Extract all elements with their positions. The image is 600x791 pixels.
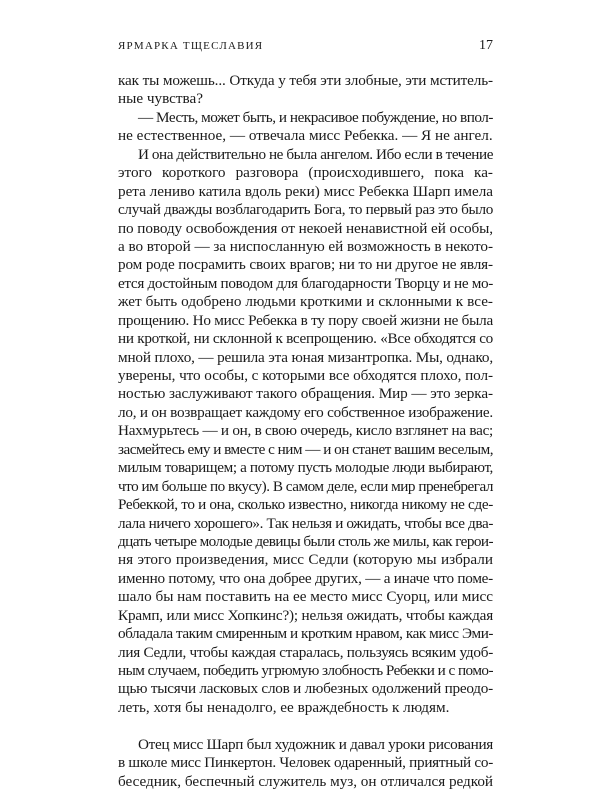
text-line: ные чувства? [118,90,204,108]
text-line: прощению. Но мисс Ребекка в ту пору своей жизни не была [118,311,493,329]
text-line: Отец мисс Шарп был художник и давал уроки рисования [138,735,493,753]
text-line: шало бы нам поставить на ее место мисс Суорц, или мисс [118,588,493,606]
text-line: леть, хотя бы ненадолго, ее враждебность к людям. [118,698,450,716]
text-line: рета лениво катила вдоль реки) мисс Ребекка Шарп имела [118,182,493,200]
text-line: милым товарищем; а потому пусть молодые люди выбирают, [118,459,493,477]
text-line: И она действительно не была ангелом. Ибо если в течение [138,145,493,163]
text-line: а во второй — за ниспосланную ей возможность в некото- [118,237,493,255]
running-title: ЯРМАРКА ТЩЕСЛАВИЯ [118,40,264,52]
text-line: ным случаем, победить угрюмую злобность Ребекки и с помо- [118,662,493,679]
text-line: жет быть одобрено людьми кроткими и склонными к все- [118,293,493,311]
text-line: дцать четыре молодые девицы были столь же милы, как герои- [118,532,493,550]
text-line: — Месть, может быть, и некрасивое побуждение, но впол- [138,108,494,126]
text-line: именно потому, что она добрее других, — а иначе что поме- [118,569,493,587]
body-text [118,72,493,791]
text-line: ня этого произведения, мисс Седли (которую мы избрали [118,551,493,569]
text-line: по поводу освобождения от некоей ненавистной ей особы, [118,219,493,237]
text-line: ром роде посрамить своих врагов; ни то ни другое не явля- [118,256,493,274]
page-number: 17 [479,38,493,53]
text-line: лала ничего хорошего». Так нельзя и ожидать, чтобы все два- [118,514,493,532]
running-header [118,40,493,60]
text-line: не естественное, — отвечала мисс Ребекка. — Я не ангел. [118,127,493,145]
text-line: беседник, беспечный служитель муз, он отличался редкой [118,772,493,790]
text-line: ло, и он возвращает каждому его собственное изображение. [118,403,493,421]
text-line: этого короткого разговора (происходившего, пока ка- [118,164,493,182]
text-line: случай дважды возблагодарить Бога, то первый раз это было [118,201,493,219]
text-line: в школе мисс Пинкертон. Человек одаренный, приятный со- [118,754,493,772]
text-line: Ребеккой, то и она, сколько известно, никогда никому не сде- [118,496,493,514]
text-line: ностью заслуживают такого обращения. Мир — это зерка- [118,385,493,403]
paragraph-break [118,717,493,736]
text-line: как ты можешь... Откуда у тебя эти злобные, эти мститель- [118,72,493,89]
text-line: что им больше по вкусу). В самом деле, если мир пренебрегал [118,477,493,495]
text-line: мной плохо, — решила эта юная мизантропка. Мы, однако, [118,348,493,366]
text-line: обладала таким смиренным и кротким нравом, как мисс Эми- [118,625,493,643]
text-line: засмейтесь ему и вместе с ним — и он станет вашим веселым, [118,440,493,458]
text-line: лия Седли, чтобы каждая старалась, пользуясь всяким удоб- [118,643,493,661]
text-line: Нахмурьтесь — и он, в свою очередь, кисло взглянет на вас; [118,422,493,440]
text-line: ется достойным поводом для благодарности Творцу и не мо- [118,274,493,292]
text-line: Крамп, или мисс Хопкинс?); нельзя ожидать, чтобы каждая [118,606,493,624]
text-line: уверены, что особы, с которыми все обходятся плохо, пол- [118,367,493,384]
text-line: щью тысячи ласковых слов и любезных одолжений преодо- [118,680,493,698]
text-line: ни кроткой, ни склонной к всепрощению. «Все обходятся со [118,330,493,348]
